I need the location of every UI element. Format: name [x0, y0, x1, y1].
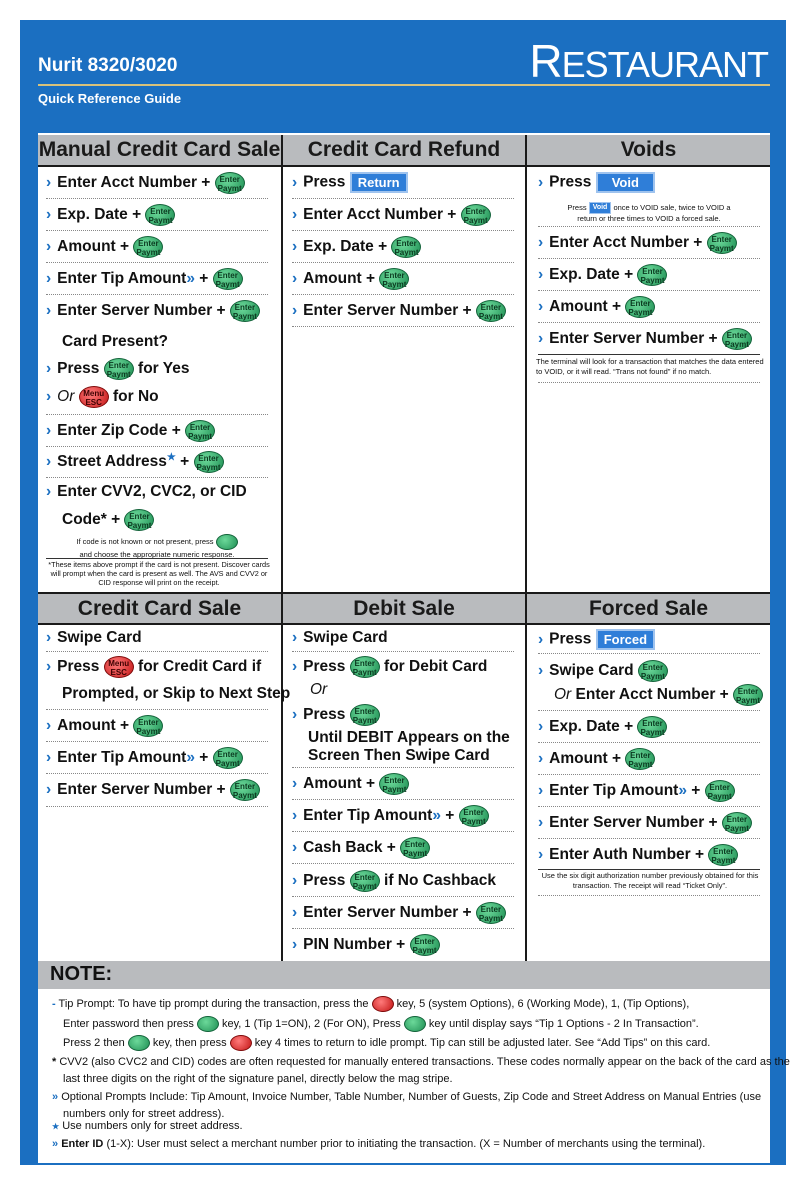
divider	[538, 354, 760, 355]
menu-esc-key-icon	[372, 996, 394, 1012]
manual-step-amount: › Amount + Enter Paymt	[46, 236, 163, 258]
forced-press: › Press Forced	[538, 629, 655, 650]
enter-key-icon: Enter Paymt	[637, 264, 667, 286]
enter-key-icon: Enter Paymt	[230, 300, 260, 322]
manual-sale-heading: Manual Credit Card Sale	[38, 135, 281, 165]
divider	[538, 290, 760, 291]
note-tip-line1: - Tip Prompt: To have tip prompt during the transaction, press the key, 5 (system Options), 6 (Working Mode), 1, (Tip Options),	[52, 996, 800, 1013]
model-title: Nurit 8320/3020	[38, 55, 178, 76]
manual-step-cvv: › Enter CVV2, CVC2, or CID	[46, 483, 247, 500]
forced-footnote: Use the six digit authorization number previously obtained for this transaction. The receipt will read “Ticket Only”.	[541, 871, 759, 890]
note-heading: NOTE:	[50, 963, 113, 985]
menu-esc-key-icon: Menu ESC	[79, 386, 109, 408]
debit-no-cashback: › Press Enter Paymt if No Cashback	[292, 870, 496, 892]
divider	[292, 928, 514, 929]
voids-step-acct: › Enter Acct Number + Enter Paymt	[538, 232, 737, 254]
forced-step-server: › Enter Server Number + Enter Paymt	[538, 812, 752, 834]
divider	[292, 799, 514, 800]
debit-press: › Press Enter Paymt	[292, 704, 380, 726]
divider	[538, 653, 760, 654]
manual-step-server: › Enter Server Number + Enter Paymt	[46, 300, 260, 322]
forced-or-acct: Or Enter Acct Number + Enter Paymt	[554, 684, 763, 706]
divider	[46, 414, 268, 415]
manual-step-acct: › Enter Acct Number + Enter Paymt	[46, 172, 245, 194]
divider	[46, 477, 268, 478]
debit-until: Until DEBIT Appears on the	[308, 729, 510, 746]
note-optional: » Optional Prompts Include: Tip Amount, Invoice Number, Table Number, Number of Guests, Zip Code and Street Address on Manual Entries (use numbers only for street address).	[52, 1091, 762, 1120]
enter-key-icon: Enter Paymt	[707, 232, 737, 254]
divider	[292, 831, 514, 832]
return-key-icon: Return	[350, 172, 408, 193]
forced-key-icon: Forced	[596, 629, 655, 650]
manual-press-yes: › Press Enter Paymt for Yes	[46, 358, 189, 380]
heading-rule-mid-bottom	[38, 623, 770, 625]
note-tip-line2: Enter password then press key, 1 (Tip 1=ON), 2 (For ON), Press key until display says “Tip 1 Options - 2 In Transaction”.	[63, 1016, 800, 1033]
enter-key-icon: Enter Paymt	[350, 870, 380, 892]
voids-instructions: Press Void once to VOID sale, twice to VOID a return or three times to VOID a forced sale.	[567, 202, 731, 223]
enter-key-icon: Enter Paymt	[213, 268, 243, 290]
void-key-icon: Void	[589, 202, 612, 214]
enter-key-icon: Enter Paymt	[459, 805, 489, 827]
voids-heading: Voids	[527, 135, 770, 165]
manual-step-zip: › Enter Zip Code + Enter Paymt	[46, 420, 215, 442]
enter-key-icon: Enter Paymt	[391, 236, 421, 258]
enter-key-icon: Enter Paymt	[194, 451, 224, 473]
menu-esc-key-icon	[230, 1035, 252, 1051]
credit-prompted: Prompted, or Skip to Next Step	[62, 685, 291, 702]
debit-press-enter: › Press Enter Paymt for Debit Card	[292, 656, 487, 678]
enter-key-icon: Enter Paymt	[379, 268, 409, 290]
divider	[538, 838, 760, 839]
debit-step-tip: › Enter Tip Amount» + Enter Paymt	[292, 805, 489, 827]
debit-or: Or	[310, 681, 328, 698]
manual-code-note: If code is not known or not present, press and choose the appropriate numeric response.	[46, 534, 268, 560]
forced-step-exp: › Exp. Date + Enter Paymt	[538, 716, 667, 738]
divider	[46, 262, 268, 263]
enter-key-icon	[197, 1016, 219, 1032]
enter-key-icon: Enter Paymt	[350, 704, 380, 726]
note-tip-line3: Press 2 then key, then press key 4 times to return to idle prompt. Tip can still be adjusted later. See “Add Tips” on this card.	[63, 1035, 800, 1052]
enter-key-icon	[128, 1035, 150, 1051]
forced-swipe: › Swipe Card Enter Paymt	[538, 660, 668, 682]
enter-key-icon: Enter Paymt	[733, 684, 763, 706]
divider	[46, 294, 268, 295]
void-key-icon: Void	[596, 172, 655, 193]
debit-swipe: › Swipe Card	[292, 629, 388, 646]
divider	[46, 446, 268, 447]
credit-sale-heading: Credit Card Sale	[38, 594, 281, 624]
note-enter-id: » Enter ID (1-X): User must select a merchant number prior to initiating the transaction. (X = Number of merchants using the terminal).	[52, 1138, 706, 1150]
divider	[292, 896, 514, 897]
enter-key-icon	[216, 534, 238, 550]
refund-step-acct: › Enter Acct Number + Enter Paymt	[292, 204, 491, 226]
divider	[46, 741, 268, 742]
refund-heading: Credit Card Refund	[283, 135, 525, 165]
enter-key-icon: Enter Paymt	[230, 779, 260, 801]
restaurant-brand: RESTAURANT	[529, 35, 768, 87]
refund-step-amount: › Amount + Enter Paymt	[292, 268, 409, 290]
enter-key-icon	[404, 1016, 426, 1032]
divider	[292, 230, 514, 231]
divider	[538, 742, 760, 743]
note-heading-bar	[38, 961, 770, 989]
credit-swipe: › Swipe Card	[46, 629, 142, 646]
enter-key-icon: Enter Paymt	[722, 328, 752, 350]
enter-key-icon: Enter Paymt	[722, 812, 752, 834]
enter-key-icon: Enter Paymt	[625, 748, 655, 770]
manual-card-present: Card Present?	[62, 333, 168, 350]
enter-key-icon: Enter Paymt	[215, 172, 245, 194]
divider	[46, 198, 268, 199]
forced-step-amount: › Amount + Enter Paymt	[538, 748, 655, 770]
enter-key-icon: Enter Paymt	[124, 509, 154, 531]
divider	[292, 863, 514, 864]
divider	[292, 262, 514, 263]
manual-step-exp: › Exp. Date + Enter Paymt	[46, 204, 175, 226]
voids-press-void: › Press Void	[538, 172, 655, 193]
refund-press-return: › Press Return	[292, 172, 408, 193]
enter-key-icon: Enter Paymt	[410, 934, 440, 956]
divider	[538, 895, 760, 896]
divider	[538, 774, 760, 775]
divider	[292, 294, 514, 295]
enter-key-icon: Enter Paymt	[400, 837, 430, 859]
divider-left	[281, 135, 283, 961]
enter-key-icon: Enter Paymt	[213, 747, 243, 769]
voids-step-server: › Enter Server Number + Enter Paymt	[538, 328, 752, 350]
voids-footnote: The terminal will look for a transaction that matches the data entered to VOID, or it will read. “Trans not found” if no match.	[536, 357, 764, 376]
menu-esc-key-icon: Menu ESC	[104, 656, 134, 678]
debit-step-server: › Enter Server Number + Enter Paymt	[292, 902, 506, 924]
guide-subtitle: Quick Reference Guide	[38, 91, 182, 106]
divider	[538, 322, 760, 323]
credit-step-server: › Enter Server Number + Enter Paymt	[46, 779, 260, 801]
divider	[46, 806, 268, 807]
divider	[538, 258, 760, 259]
voids-step-exp: › Exp. Date + Enter Paymt	[538, 264, 667, 286]
enter-key-icon: Enter Paymt	[379, 773, 409, 795]
manual-footnote: *These items above prompt if the card is not present. Discover cards will prompt when the card is present as well. The AVS and CVV2 or CID response will print on the receipt.	[48, 560, 270, 587]
manual-step-street: › Street Address★ + Enter Paymt	[46, 451, 224, 473]
divider	[538, 382, 760, 383]
enter-key-icon: Enter Paymt	[185, 420, 215, 442]
divider	[538, 710, 760, 711]
enter-key-icon: Enter Paymt	[104, 358, 134, 380]
note-street: ★ Use numbers only for street address.	[52, 1120, 243, 1132]
debit-step-cashback: › Cash Back + Enter Paymt	[292, 837, 430, 859]
debit-sale-heading: Debit Sale	[283, 594, 525, 624]
enter-key-icon: Enter Paymt	[145, 204, 175, 226]
debit-step-pin: › PIN Number + Enter Paymt	[292, 934, 440, 956]
debit-screen: Screen Then Swipe Card	[308, 747, 490, 764]
credit-press-menu: › Press Menu ESC for Credit Card if	[46, 656, 261, 678]
divider	[46, 230, 268, 231]
debit-step-amount: › Amount + Enter Paymt	[292, 773, 409, 795]
divider-right	[525, 135, 527, 961]
divider	[292, 767, 514, 768]
note-cvv: * CVV2 (also CVC2 and CID) codes are often requested for manually entered transactions. These codes normally appear on the back of the card as the last three digits on the right of the signature panel, directly below the mag stripe.	[52, 1056, 790, 1085]
divider	[538, 806, 760, 807]
manual-step-code: Code* + Enter Paymt	[62, 509, 154, 531]
enter-key-icon: Enter Paymt	[708, 844, 738, 866]
divider	[292, 198, 514, 199]
divider	[46, 558, 268, 559]
enter-key-icon: Enter Paymt	[705, 780, 735, 802]
divider	[538, 869, 760, 870]
voids-step-amount: › Amount + Enter Paymt	[538, 296, 655, 318]
enter-key-icon: Enter Paymt	[133, 236, 163, 258]
divider	[46, 773, 268, 774]
refund-step-server: › Enter Server Number + Enter Paymt	[292, 300, 506, 322]
manual-or-no: › Or Menu ESC for No	[46, 386, 159, 408]
divider	[292, 651, 514, 652]
forced-step-auth: › Enter Auth Number + Enter Paymt	[538, 844, 738, 866]
heading-rule-top	[38, 165, 770, 167]
enter-key-icon: Enter Paymt	[637, 716, 667, 738]
enter-key-icon: Enter Paymt	[638, 660, 668, 682]
divider	[46, 709, 268, 710]
credit-step-amount: › Amount + Enter Paymt	[46, 715, 163, 737]
forced-step-tip: › Enter Tip Amount» + Enter Paymt	[538, 780, 735, 802]
enter-key-icon: Enter Paymt	[133, 715, 163, 737]
enter-key-icon: Enter Paymt	[476, 300, 506, 322]
divider	[46, 651, 268, 652]
enter-key-icon: Enter Paymt	[625, 296, 655, 318]
forced-sale-heading: Forced Sale	[527, 594, 770, 624]
enter-key-icon: Enter Paymt	[350, 656, 380, 678]
enter-key-icon: Enter Paymt	[476, 902, 506, 924]
manual-step-tip: › Enter Tip Amount» + Enter Paymt	[46, 268, 243, 290]
divider	[292, 326, 514, 327]
refund-step-exp: › Exp. Date + Enter Paymt	[292, 236, 421, 258]
credit-step-tip: › Enter Tip Amount» + Enter Paymt	[46, 747, 243, 769]
divider	[538, 226, 760, 227]
enter-key-icon: Enter Paymt	[461, 204, 491, 226]
